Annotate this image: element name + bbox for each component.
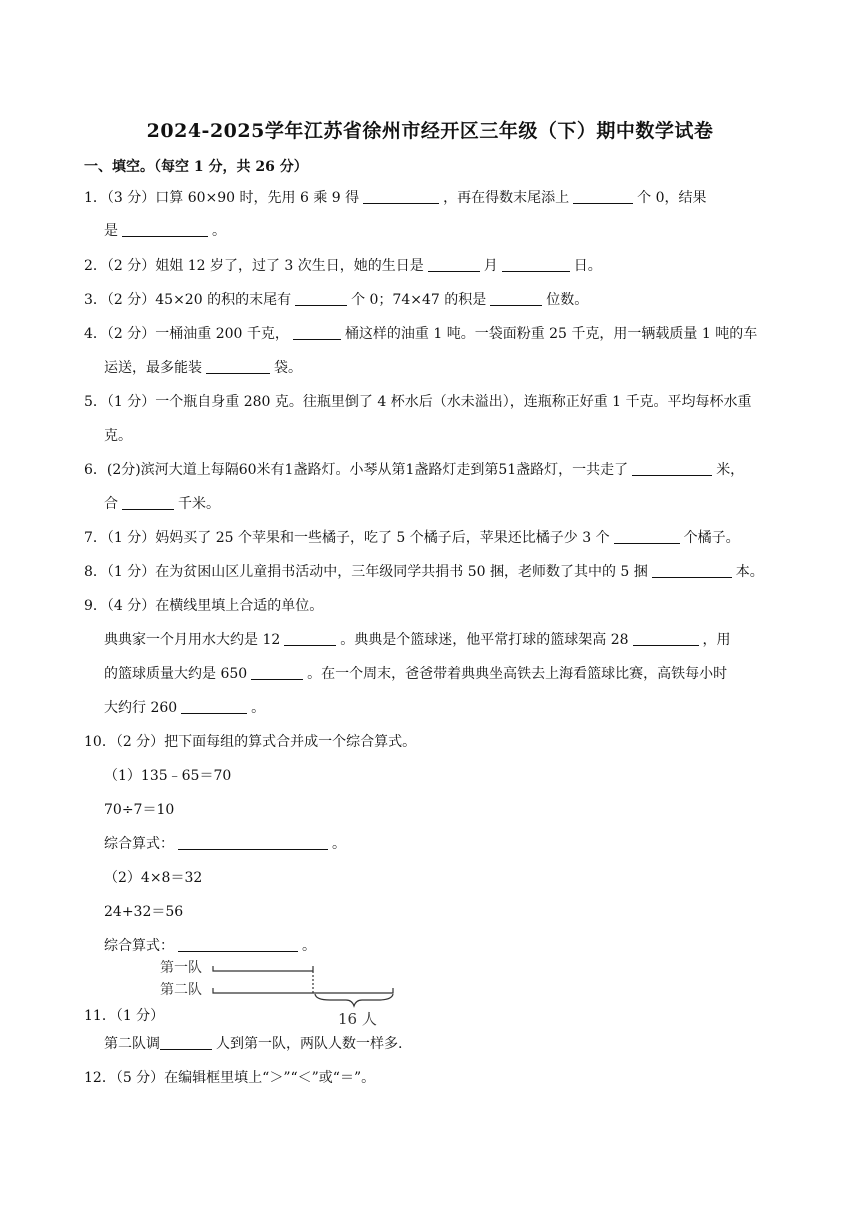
page-title: 2024-2025学年江苏省徐州市经开区三年级（下）期中数学试卷 xyxy=(146,120,714,142)
answer-blank[interactable] xyxy=(614,529,680,544)
answer-blank[interactable] xyxy=(502,257,570,272)
team-diagram xyxy=(150,952,410,1030)
question-6-cont: 合 千米。 xyxy=(104,496,220,512)
question-9: 9．（4 分）在横线里填上合适的单位。 xyxy=(84,598,324,614)
question-8: 8．（1 分）在为贫困山区儿童捐书活动中，三年级同学共捐书 50 捆，老师数了其中的 5 捆 本。 xyxy=(84,564,764,580)
answer-blank[interactable] xyxy=(122,222,208,237)
question-2: 2．（2 分）姐姐 12 岁了，过了 3 次生日，她的生日是 月 日。 xyxy=(84,258,602,274)
answer-blank[interactable] xyxy=(181,699,247,714)
answer-blank[interactable] xyxy=(160,1035,212,1050)
answer-blank[interactable] xyxy=(573,189,633,204)
team-2-label: 第二队 xyxy=(160,982,202,998)
answer-blank[interactable] xyxy=(295,291,347,306)
question-10-answer-2: 综合算式： 。 xyxy=(104,938,316,954)
question-6: 6．(2分)滨河大道上每隔60米有1盏路灯。小琴从第1盏路灯走到第51盏路灯，一共走了 米， xyxy=(84,462,745,478)
team-2-bar xyxy=(213,988,393,993)
question-10-part-1: （1）135﹣65＝70 xyxy=(104,768,232,784)
question-3: 3．（2 分）45×20 的积的末尾有 个 0；74×47 的积是 位数。 xyxy=(84,292,589,308)
question-12: 12．（5 分）在编辑框里填上“＞”“＜”或“＝”。 xyxy=(84,1070,376,1086)
question-1: 1．（3 分）口算 60×90 时，先用 6 乘 9 得 ，再在得数末尾添上 个 0，结果 xyxy=(84,190,707,206)
question-11: 11．（1 分） xyxy=(84,1008,165,1024)
question-5: 5．（1 分）一个瓶自身重 280 克。往瓶里倒了 4 杯水后（水未溢出），连瓶称正好重 1 千克。平均每杯水重 xyxy=(84,394,752,410)
answer-blank[interactable] xyxy=(632,461,712,476)
difference-brace xyxy=(315,994,393,1006)
question-9-line-2: 的篮球质量大约是 650 。在一个周末，爸爸带着典典坐高铁去上海看篮球比赛，高铁每小时 xyxy=(104,666,728,682)
team-1-bar xyxy=(213,966,313,971)
answer-blank[interactable] xyxy=(178,835,328,850)
question-10-answer-1: 综合算式： 。 xyxy=(104,836,346,852)
answer-blank[interactable] xyxy=(428,257,480,272)
question-10-part-2: （2）4×8＝32 xyxy=(104,870,203,886)
question-10: 10．（2 分）把下面每组的算式合并成一个综合算式。 xyxy=(84,734,417,750)
question-4: 4．（2 分）一桶油重 200 千克， 桶这样的油重 1 吨。一袋面粉重 25 千克，用一辆载质量 1 吨的车 xyxy=(84,326,758,342)
question-5-cont: 克。 xyxy=(104,428,132,444)
question-7: 7．（1 分）妈妈买了 25 个苹果和一些橘子，吃了 5 个橘子后，苹果还比橘子少 3 个 个橘子。 xyxy=(84,530,740,546)
answer-blank[interactable] xyxy=(122,495,174,510)
question-1-cont: 是 。 xyxy=(104,223,226,239)
team-1-label: 第一队 xyxy=(160,960,202,976)
question-10-part-2b: 24+32＝56 xyxy=(104,904,184,920)
section-heading: 一、填空。（每空 1 分，共 26 分） xyxy=(84,159,308,175)
answer-blank[interactable] xyxy=(284,631,336,646)
difference-label: 16 人 xyxy=(338,1010,377,1028)
answer-blank[interactable] xyxy=(652,563,732,578)
question-4-cont: 运送，最多能装 袋。 xyxy=(104,360,302,376)
question-10-part-1b: 70÷7＝10 xyxy=(104,802,175,818)
answer-blank[interactable] xyxy=(178,937,298,952)
answer-blank[interactable] xyxy=(293,325,341,340)
answer-blank[interactable] xyxy=(206,359,270,374)
question-11-cont: 第二队调 人到第一队，两队人数一样多. xyxy=(104,1036,403,1052)
answer-blank[interactable] xyxy=(363,189,439,204)
question-9-line-1: 典典家一个月用水大约是 12 。典典是个篮球迷，他平常打球的篮球架高 28 ，用 xyxy=(104,632,731,648)
answer-blank[interactable] xyxy=(633,631,699,646)
answer-blank[interactable] xyxy=(251,665,303,680)
question-9-line-3: 大约行 260 。 xyxy=(104,700,266,716)
answer-blank[interactable] xyxy=(490,291,542,306)
